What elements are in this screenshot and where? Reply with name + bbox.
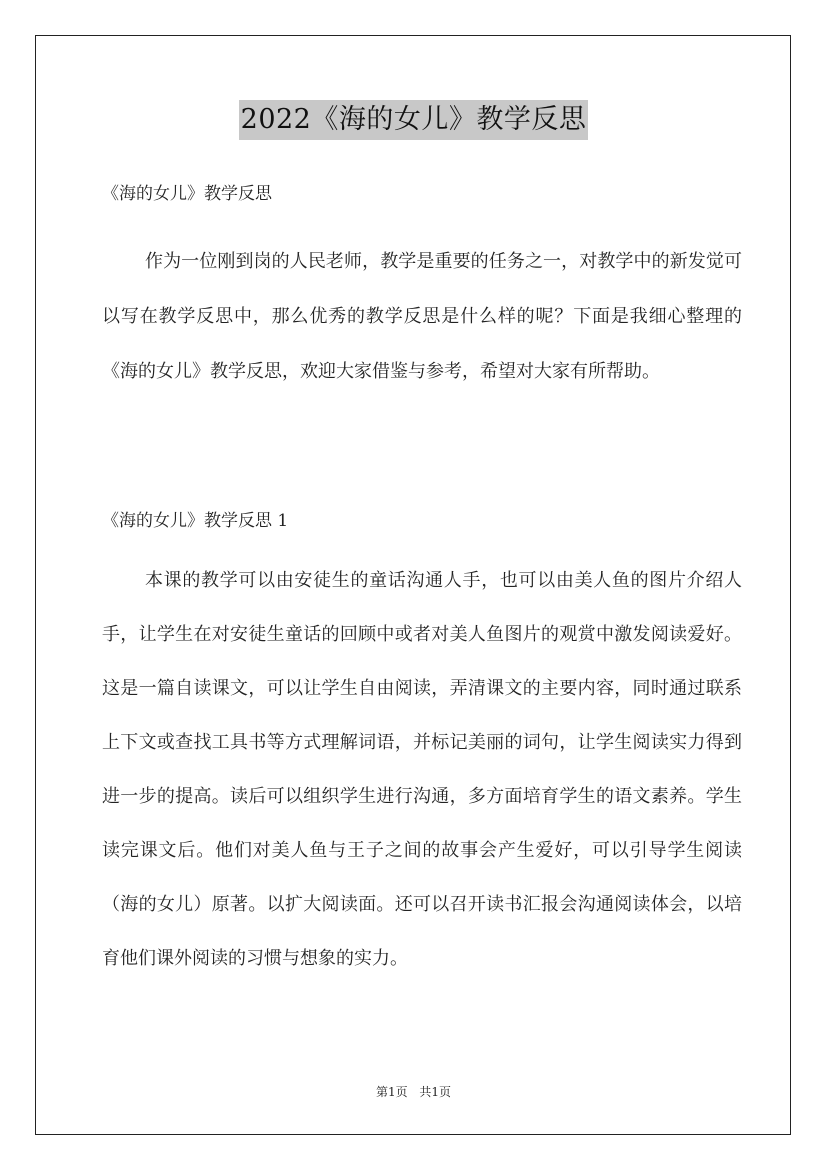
subtitle-heading: 《海的女儿》教学反思 — [102, 184, 272, 204]
page-total: 共1页 — [419, 1085, 452, 1099]
section-heading: 《海的女儿》教学反思 1 — [102, 511, 289, 531]
document-title: 2022《海的女儿》教学反思 — [239, 100, 589, 140]
page-number: 第1页 — [375, 1085, 408, 1099]
title-container — [0, 100, 827, 140]
section-paragraph: 本课的教学可以由安徒生的童话沟通人手，也可以由美人鱼的图片介绍人手，让学生在对安徒生童话的回顾中或者对美人鱼图片的观赏中激发阅读爱好。这是一篇自读课文，可以让学生自由阅读，弄清课文的主要内容，同时通过联系上下文或查找工具书等方式理解词语，并标记美丽的词句，让学生阅读实力得到进一步的提高。读后可以组织学生进行沟通，多方面培育学生的语文素养。学生读完课文后。他们对美人鱼与王子之间的故事会产生爱好，可以引导学生阅读（海的女儿）原著。以扩大阅读面。还可以召开读书汇报会沟通阅读体会，以培育他们课外阅读的习惯与想象的实力。 — [102, 570, 742, 969]
intro-paragraph: 作为一位刚到岗的人民老师，教学是重要的任务之一，对教学中的新发觉可以写在教学反思中，那么优秀的教学反思是什么样的呢？下面是我细心整理的《海的女儿》教学反思，欢迎大家借鉴与参考，希望对大家有所帮助。 — [102, 251, 742, 382]
page-footer — [0, 1084, 827, 1100]
